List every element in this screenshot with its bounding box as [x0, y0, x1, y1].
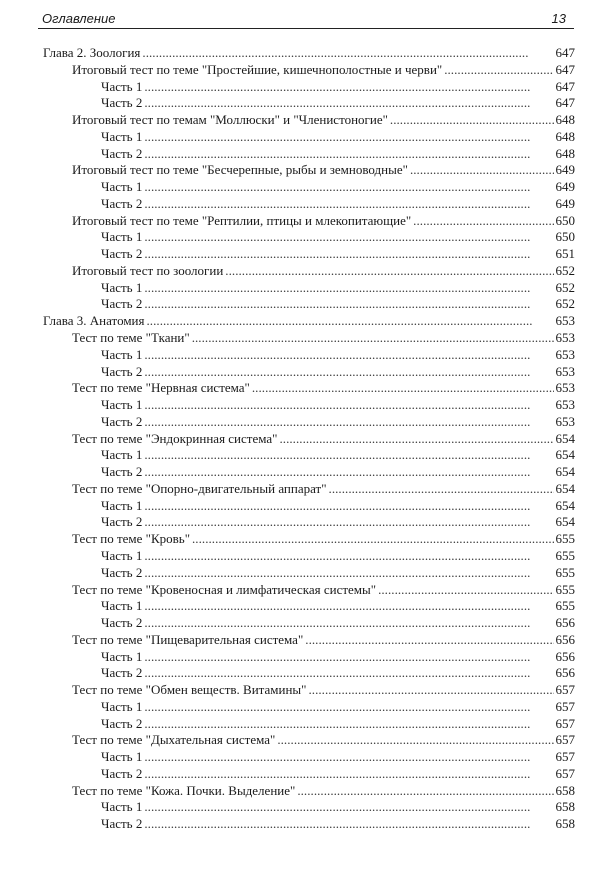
toc-dot-leader — [144, 816, 553, 833]
toc-chapter-entry — [43, 45, 575, 62]
toc-entry-page: 647 — [555, 45, 575, 60]
toc-dot-leader — [144, 364, 553, 381]
toc-dot-leader — [144, 548, 553, 565]
toc-entry-page: 654 — [555, 514, 575, 530]
toc-entry-page: 652 — [555, 296, 575, 312]
toc-entry-title: Часть 1 — [101, 749, 143, 765]
toc-entry-page: 656 — [555, 665, 575, 681]
toc-entry-page: 654 — [555, 480, 575, 496]
toc-part-entry — [43, 598, 575, 615]
toc-part-entry — [43, 364, 575, 381]
toc-entry-title: Часть 1 — [101, 547, 143, 563]
toc-section-entry — [43, 112, 575, 129]
toc-dot-leader — [144, 464, 553, 481]
toc-entry-page: 655 — [555, 531, 575, 547]
toc-entry-page: 656 — [555, 615, 575, 631]
toc-dot-leader — [144, 699, 553, 716]
toc-entry-page: 654 — [555, 447, 575, 463]
toc-part-entry — [43, 498, 575, 515]
toc-entry-page: 649 — [555, 162, 575, 178]
toc-section-entry — [43, 162, 575, 179]
toc-dot-leader — [144, 447, 553, 464]
toc-dot-leader — [144, 766, 553, 783]
toc-entry-title: Тест по теме "Кровь" — [72, 531, 190, 547]
toc-part-entry — [43, 246, 575, 263]
toc-section-entry — [43, 263, 575, 280]
toc-entry-page: 657 — [555, 698, 575, 714]
toc-section-entry — [43, 330, 575, 347]
toc-entry-page: 655 — [555, 547, 575, 563]
toc-entry-page: 652 — [555, 262, 575, 278]
toc-entry-title: Итоговый тест по зоологии — [72, 262, 224, 278]
toc-entry-title: Часть 1 — [101, 497, 143, 513]
toc-dot-leader — [144, 749, 553, 766]
toc-dot-leader — [144, 196, 553, 213]
toc-entry-title: Часть 2 — [101, 665, 143, 681]
toc-part-entry — [43, 196, 575, 213]
toc-part-entry — [43, 716, 575, 733]
toc-part-entry — [43, 129, 575, 146]
toc-dot-leader — [305, 632, 553, 649]
toc-entry-page: 653 — [555, 346, 575, 362]
toc-dot-leader — [308, 682, 553, 699]
toc-entry-title: Часть 1 — [101, 78, 143, 94]
toc-entry-page: 653 — [555, 330, 575, 346]
toc-entry-page: 658 — [555, 782, 575, 798]
toc-entry-page: 647 — [555, 78, 575, 94]
toc-entry-title: Итоговый тест по теме "Рептилии, птицы и млекопитающие" — [72, 212, 412, 228]
toc-part-entry — [43, 179, 575, 196]
toc-part-entry — [43, 397, 575, 414]
toc-part-entry — [43, 296, 575, 313]
toc-entry-page: 658 — [555, 816, 575, 832]
toc-entry-title: Часть 1 — [101, 447, 143, 463]
toc-part-entry — [43, 766, 575, 783]
toc-part-entry — [43, 615, 575, 632]
toc-entry-page: 655 — [555, 581, 575, 597]
toc-entry-page: 654 — [555, 464, 575, 480]
toc-dot-leader — [147, 313, 554, 330]
toc-entry-title: Часть 2 — [101, 246, 143, 262]
toc-dot-leader — [297, 783, 553, 800]
toc-part-entry — [43, 95, 575, 112]
toc-dot-leader — [390, 112, 554, 129]
toc-dot-leader — [144, 615, 553, 632]
toc-entry-title: Часть 2 — [101, 413, 143, 429]
running-header — [38, 8, 574, 29]
toc-dot-leader — [279, 431, 553, 448]
toc-dot-leader — [142, 45, 553, 62]
toc-entry-page: 655 — [555, 598, 575, 614]
toc-section-entry — [43, 783, 575, 800]
toc-entry-title: Итоговый тест по теме "Бесчерепные, рыбы и земноводные" — [72, 162, 408, 178]
toc-dot-leader — [413, 213, 553, 230]
toc-part-entry — [43, 79, 575, 96]
toc-entry-title: Тест по теме "Пищеварительная система" — [72, 631, 304, 647]
toc-entry-page: 657 — [555, 749, 575, 765]
header-title: Оглавление — [42, 11, 116, 26]
toc-dot-leader — [144, 665, 553, 682]
toc-part-entry — [43, 447, 575, 464]
toc-entry-title: Часть 2 — [101, 464, 143, 480]
toc-entry-title: Тест по теме "Обмен веществ. Витамины" — [72, 682, 307, 698]
toc-chapter-entry — [43, 313, 575, 330]
toc-part-entry — [43, 749, 575, 766]
toc-dot-leader — [144, 565, 553, 582]
toc-dot-leader — [144, 598, 553, 615]
toc-section-entry — [43, 380, 575, 397]
toc-entry-title: Тест по теме "Эндокринная система" — [72, 430, 278, 446]
toc-entry-title: Часть 2 — [101, 514, 143, 530]
toc-part-entry — [43, 280, 575, 297]
toc-entry-page: 658 — [555, 799, 575, 815]
toc-entry-page: 653 — [555, 363, 575, 379]
table-of-contents — [43, 45, 575, 833]
toc-entry-title: Тест по теме "Опорно-двигательный аппарат" — [72, 480, 327, 496]
toc-dot-leader — [144, 129, 553, 146]
toc-entry-page: 650 — [555, 212, 575, 228]
toc-dot-leader — [144, 246, 553, 263]
toc-entry-title: Часть 1 — [101, 279, 143, 295]
toc-entry-title: Часть 1 — [101, 648, 143, 664]
toc-entry-page: 653 — [555, 397, 575, 413]
toc-entry-title: Глава 2. Зоология — [43, 45, 141, 60]
toc-dot-leader — [277, 732, 553, 749]
toc-entry-page: 648 — [555, 128, 575, 144]
toc-entry-page: 655 — [555, 564, 575, 580]
toc-entry-page: 657 — [555, 765, 575, 781]
toc-part-entry — [43, 649, 575, 666]
toc-section-entry — [43, 431, 575, 448]
toc-section-entry — [43, 732, 575, 749]
toc-entry-page: 656 — [555, 648, 575, 664]
toc-part-entry — [43, 548, 575, 565]
toc-dot-leader — [144, 95, 553, 112]
toc-dot-leader — [192, 330, 554, 347]
toc-entry-page: 656 — [555, 631, 575, 647]
toc-entry-title: Итоговый тест по теме "Простейшие, кишечнополостные и черви" — [72, 61, 443, 77]
toc-dot-leader — [410, 162, 554, 179]
toc-entry-page: 649 — [555, 195, 575, 211]
toc-entry-page: 653 — [555, 413, 575, 429]
toc-dot-leader — [144, 347, 553, 364]
toc-entry-page: 651 — [555, 246, 575, 262]
toc-entry-page: 657 — [555, 732, 575, 748]
toc-entry-title: Часть 2 — [101, 715, 143, 731]
toc-dot-leader — [144, 229, 553, 246]
toc-entry-title: Часть 2 — [101, 145, 143, 161]
toc-part-entry — [43, 514, 575, 531]
toc-dot-leader — [444, 62, 553, 79]
toc-part-entry — [43, 699, 575, 716]
toc-section-entry — [43, 531, 575, 548]
toc-entry-page: 648 — [555, 145, 575, 161]
toc-entry-page: 647 — [555, 95, 575, 111]
toc-part-entry — [43, 816, 575, 833]
toc-entry-title: Тест по теме "Нервная система" — [72, 380, 250, 396]
toc-entry-page: 657 — [555, 682, 575, 698]
toc-section-entry — [43, 62, 575, 79]
toc-entry-title: Часть 2 — [101, 816, 143, 832]
toc-dot-leader — [144, 280, 553, 297]
toc-dot-leader — [329, 481, 554, 498]
toc-dot-leader — [252, 380, 554, 397]
toc-part-entry — [43, 229, 575, 246]
toc-entry-title: Тест по теме "Дыхательная система" — [72, 732, 276, 748]
toc-entry-page: 652 — [555, 279, 575, 295]
toc-entry-page: 657 — [555, 715, 575, 731]
toc-dot-leader — [144, 397, 553, 414]
toc-entry-page: 650 — [555, 229, 575, 245]
toc-entry-title: Часть 2 — [101, 296, 143, 312]
toc-entry-page: 653 — [555, 380, 575, 396]
toc-entry-title: Часть 2 — [101, 765, 143, 781]
toc-dot-leader — [192, 531, 554, 548]
toc-entry-title: Часть 2 — [101, 195, 143, 211]
toc-dot-leader — [144, 514, 553, 531]
toc-entry-title: Часть 2 — [101, 363, 143, 379]
toc-part-entry — [43, 347, 575, 364]
toc-entry-title: Тест по теме "Кожа. Почки. Выделение" — [72, 782, 296, 798]
toc-entry-title: Часть 1 — [101, 698, 143, 714]
toc-entry-title: Часть 1 — [101, 397, 143, 413]
toc-dot-leader — [378, 582, 553, 599]
toc-entry-page: 649 — [555, 179, 575, 195]
header-page-number: 13 — [551, 11, 566, 26]
toc-section-entry — [43, 481, 575, 498]
toc-section-entry — [43, 632, 575, 649]
toc-part-entry — [43, 799, 575, 816]
toc-entry-page: 647 — [555, 61, 575, 77]
toc-dot-leader — [144, 414, 553, 431]
toc-dot-leader — [225, 263, 553, 280]
toc-entry-title: Часть 1 — [101, 346, 143, 362]
toc-entry-title: Часть 1 — [101, 179, 143, 195]
toc-section-entry — [43, 682, 575, 699]
toc-entry-page: 653 — [555, 313, 575, 329]
toc-entry-title: Часть 1 — [101, 799, 143, 815]
toc-entry-page: 648 — [555, 112, 575, 128]
toc-dot-leader — [144, 649, 553, 666]
toc-dot-leader — [144, 296, 553, 313]
toc-entry-title: Часть 1 — [101, 598, 143, 614]
toc-part-entry — [43, 665, 575, 682]
toc-dot-leader — [144, 799, 553, 816]
toc-entry-title: Часть 2 — [101, 615, 143, 631]
toc-section-entry — [43, 582, 575, 599]
toc-entry-title: Часть 1 — [101, 128, 143, 144]
toc-section-entry — [43, 213, 575, 230]
toc-entry-title: Итоговый тест по темам "Моллюски" и "Членистоногие" — [72, 112, 388, 128]
toc-entry-title: Часть 2 — [101, 95, 143, 111]
toc-entry-title: Тест по теме "Ткани" — [72, 330, 190, 346]
toc-entry-page: 654 — [555, 430, 575, 446]
toc-entry-title: Глава 3. Анатомия — [43, 313, 145, 329]
toc-part-entry — [43, 146, 575, 163]
toc-dot-leader — [144, 79, 553, 96]
toc-entry-title: Тест по теме "Кровеносная и лимфатическая системы" — [72, 581, 377, 597]
toc-part-entry — [43, 464, 575, 481]
toc-dot-leader — [144, 716, 553, 733]
toc-dot-leader — [144, 146, 553, 163]
toc-dot-leader — [144, 179, 553, 196]
toc-part-entry — [43, 565, 575, 582]
toc-entry-page: 654 — [555, 497, 575, 513]
toc-part-entry — [43, 414, 575, 431]
toc-entry-title: Часть 1 — [101, 229, 143, 245]
toc-dot-leader — [144, 498, 553, 515]
toc-entry-title: Часть 2 — [101, 564, 143, 580]
